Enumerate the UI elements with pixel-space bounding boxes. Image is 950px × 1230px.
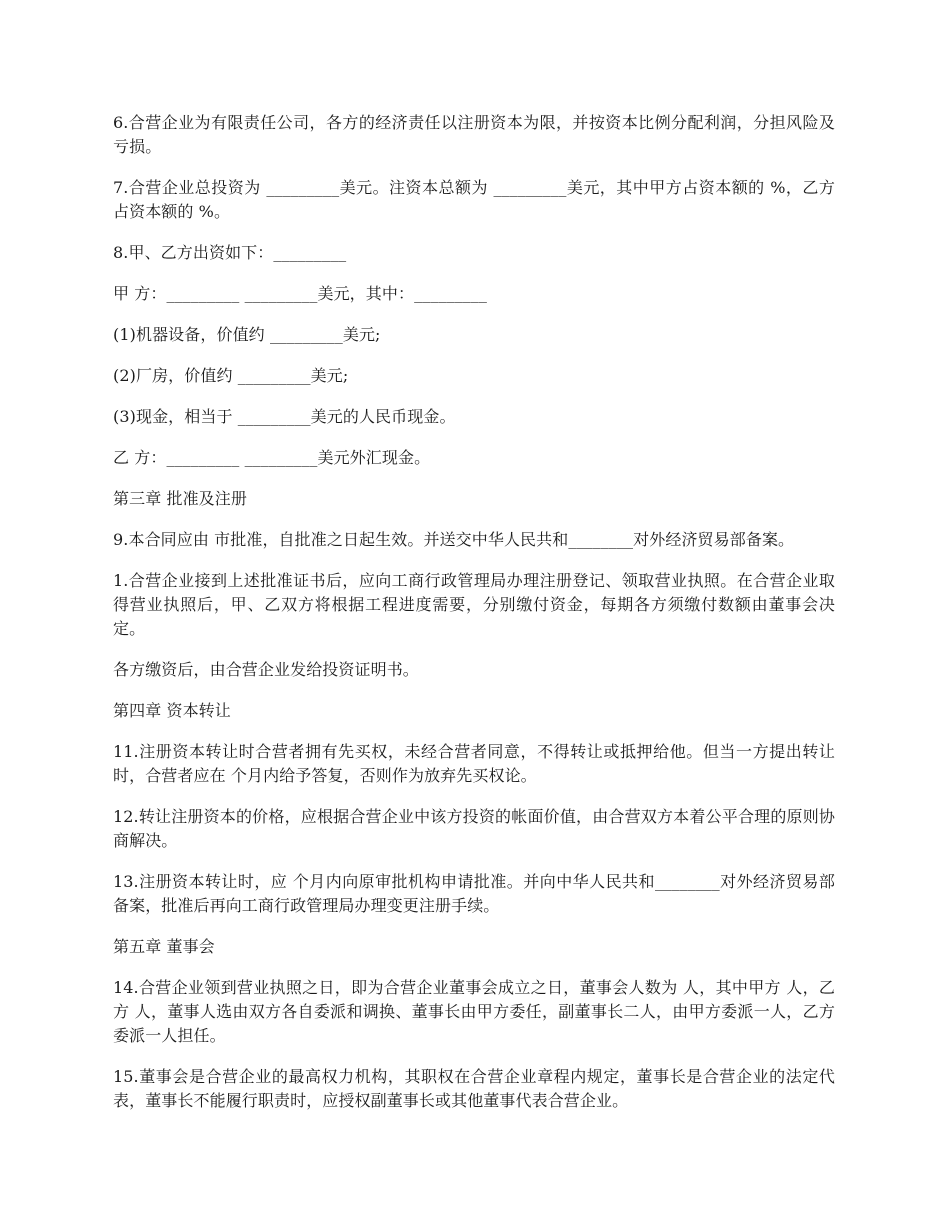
- party-a-contribution: 甲 方：_________ _________美元，其中：_________: [113, 284, 487, 303]
- clause-1-registration: 1.合营企业接到上述批准证书后，应向工商行政管理局办理注册登记、领取营业执照。在合营企业取得营业执照后，甲、乙双方将根据工程进度需要，分别缴付资金，每期各方须缴付数额由董事会决定。: [113, 571, 835, 638]
- clause-8: 8.甲、乙方出资如下：_________: [113, 243, 347, 262]
- chapter-3-heading: 第三章 批准及注册: [113, 489, 247, 508]
- document-page: [113, 111, 835, 1130]
- party-b-contribution: 乙 方：_________ _________美元外汇现金。: [113, 448, 431, 467]
- item-factory: (2)厂房，价值约 _________美元;: [113, 366, 349, 385]
- clause-15: 15.董事会是合营企业的最高权力机构，其职权在合营企业章程内规定，董事长是合营企业的法定代表，董事长不能履行职责时，应授权副董事长或其他董事代表合营企业。: [113, 1067, 835, 1110]
- item-cash: (3)现金，相当于 _________美元的人民币现金。: [113, 407, 456, 426]
- clause-6: 6.合营企业为有限责任公司，各方的经济责任以注册资本为限，并按资本比例分配利润，分担风险及亏损。: [113, 113, 835, 156]
- clause-11: 11.注册资本转让时合营者拥有先买权，未经合营者同意，不得转让或抵押给他。但当一方提出转让时，合营者应在 个月内给予答复，否则作为放弃先买权论。: [113, 742, 835, 785]
- clause-14: 14.合营企业领到营业执照之日，即为合营企业董事会成立之日，董事会人数为 人，其中甲方 人，乙方 人，董事人选由双方各自委派和调换、董事长由甲方委任，副董事长二人，由甲方委派一人，乙方委派一人担任。: [113, 978, 835, 1045]
- clause-13: 13.注册资本转让时，应 个月内向原审批机构申请批准。并向中华人民共和________对外经济贸易部备案，批准后再向工商行政管理局办理变更注册手续。: [113, 872, 835, 915]
- clause-12: 12.转让注册资本的价格，应根据合营企业中该方投资的帐面价值，由合营双方本着公平合理的原则协商解决。: [113, 807, 835, 850]
- investment-certificate: 各方缴资后，由合营企业发给投资证明书。: [113, 660, 419, 679]
- clause-7: 7.合营企业总投资为 _________美元。注资本总额为 _________美元，其中甲方占资本额的 %，乙方占资本额的 %。: [113, 178, 835, 221]
- item-machinery: (1)机器设备，价值约 _________美元;: [113, 325, 381, 344]
- clause-9: 9.本合同应由 市批准，自批准之日起生效。并送交中华人民共和________对外经济贸易部备案。: [113, 530, 795, 549]
- chapter-4-heading: 第四章 资本转让: [113, 701, 231, 720]
- chapter-5-heading: 第五章 董事会: [113, 937, 215, 956]
